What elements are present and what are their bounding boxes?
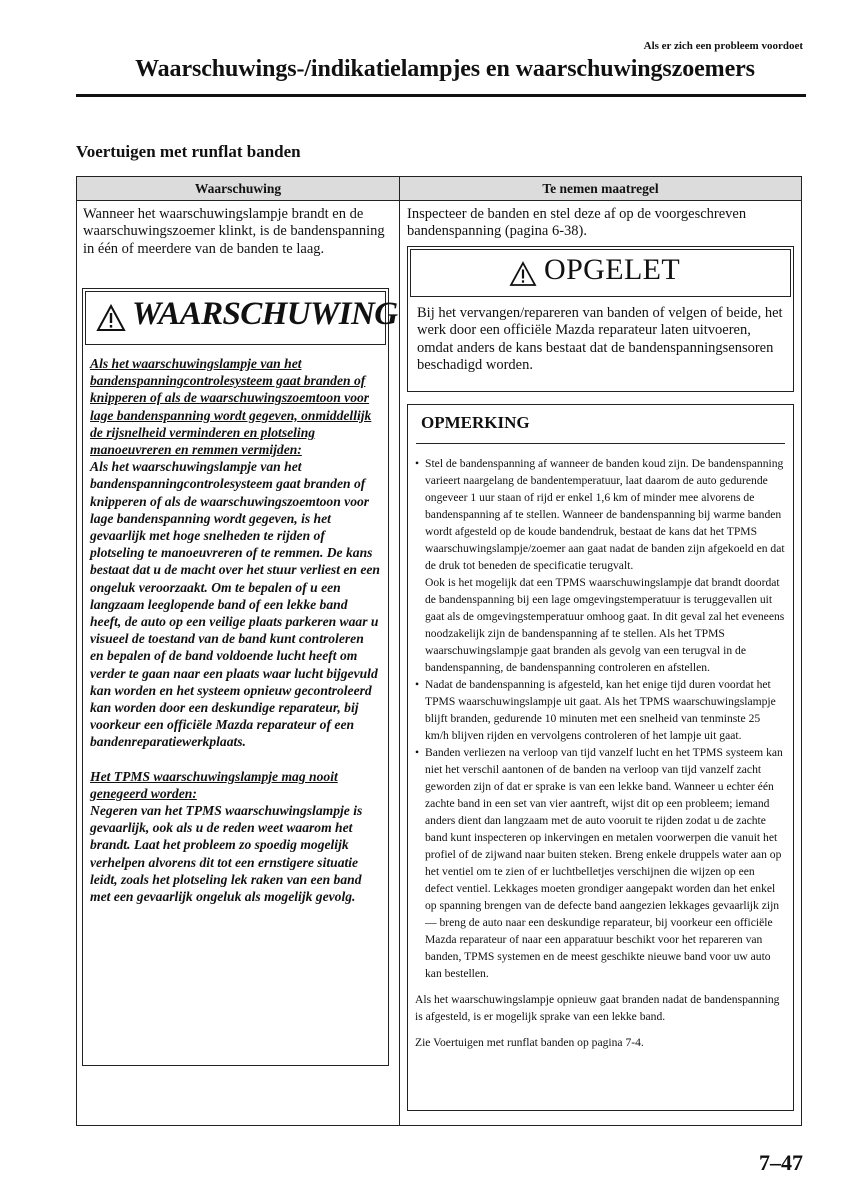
warning-triangle-icon xyxy=(96,304,126,332)
warning-text-1: Als het waarschuwingslampje van het bandenspanningcontrolesysteem gaat branden of knipperen of als de waarschuwingszoemtoon voor lage bandenspanning wordt gegeven, is het gevaarlijk met hoge snelheden te rijden of plotseling te manoeuvreren of te remmen. De kans bestaat dat u de macht over het stuur verliest en een ongeluk veroorzaakt. Om te bepalen of u een langzaam leeglopende band of een lekke band heeft, de auto op een veilige plaats parkeren waar u visueel de toestand van de band kunt controleren en bepalen of de band voldoende lucht heeft om verder te gaan naar een plaats waar lucht bijgevuld kan worden en het systeem opnieuw gecontroleerd kan worden door een deskundige reparateur, bij voorkeur een officiële Mazda reparateur of een bandenreparatiewerkplaats. xyxy=(90,459,380,750)
list-item-continuation: Ook is het mogelijk dat een TPMS waarschuwingslampje dat brandt doordat de bandenspanning bij een lage omgevingstemperatuur is teruggevallen uit gaat als de omgevingstemperatuur omhoog gaat. In dit geval zal het eveneens noodzakelijk zijn de bandenspanning af te stellen. Als het TPMS waarschuwingslampje gaat branden als gevolg van een terugval in de bandenspanning, de bandenspanning controleren en afstellen. xyxy=(425,576,785,674)
page-title: Waarschuwings-/indikatielampjes en waarschuwingszoemers xyxy=(135,56,755,82)
list-item xyxy=(415,676,785,744)
column-divider xyxy=(399,177,400,1125)
warning-box-title-text: WAARSCHUWING xyxy=(132,296,398,332)
warning-box-title xyxy=(85,291,398,345)
chapter-label: Als er zich een probleem voordoet xyxy=(643,40,803,52)
list-item-text: Banden verliezen na verloop van tijd vanzelf lucht en het TPMS systeem kan niet het verschil aantonen of de banden na verloop van tijd vanzelf zacht geworden zijn of dat er sprake is van een lekke band. Wanneer u echter één zachte band in een set van vier aantreft, wijst dit op een probleem; iemand anders dient dan langzaam met de auto vooruit te rijden zodat u de zachte band kunt inspecteren op inkervingen en metalen voorwerpen die vanuit het profiel of de zijwand naar buiten steken. Breng enkele druppels water aan op het ventiel om te zien of er luchtbelletjes verschijnen die wijzen op een defect ventiel. Lekkages moeten grondiger aangepakt worden dan het enkel op spanning brengen van de defecte band aangezien lekkages gevaarlijk zijn — breng de auto naar een deskundige reparateur, bij voorkeur een officiële Mazda reparateur of naar een apparatuur beschikt voor het repareren van banden, TPMS systemen en de meest geschikte nieuwe band voor uw auto kan bestellen. xyxy=(425,746,783,980)
caution-box-body: Bij het vervangen/repareren van banden of velgen of beide, het werk door een officiële Mazda reparateur laten uitvoeren, omdat anders de kans bestaat dat de bandenspanningsensoren beschadigd worden. xyxy=(417,305,783,373)
caution-box-title-text: OPGELET xyxy=(544,253,681,286)
bullet: • xyxy=(415,678,420,691)
warning-underlined-text-1: Als het waarschuwingslampje van het bandenspanningcontrolesysteem gaat branden of knipperen of als de waarschuwingszoemtoon voor lage bandenspanning wordt gegeven, onmiddellijk de rijsnelheid verminderen en plotseling manoeuvreren en remmen vermijden: xyxy=(90,356,372,458)
bullet: • xyxy=(415,457,420,470)
caution-box xyxy=(407,246,794,392)
list-item xyxy=(415,455,785,574)
list-item xyxy=(415,744,785,982)
caution-box-title xyxy=(410,249,791,297)
header-rule xyxy=(76,94,806,97)
column-header-action: Te nemen maatregel xyxy=(542,181,659,196)
note-box-body xyxy=(415,455,785,1051)
note-cross-reference: Zie Voertuigen met runflat banden op pagina 7-4. xyxy=(415,1036,644,1049)
note-box-title-area xyxy=(408,405,793,443)
section-heading: Voertuigen met runflat banden xyxy=(76,142,301,161)
page-number: 7–47 xyxy=(759,1150,803,1175)
warning-description: Wanneer het waarschuwingslampje brandt en de waarschuwingszoemer klinkt, is de bandenspanning in één of meerdere van de banden te laag. xyxy=(83,206,385,257)
warning-triangle-icon xyxy=(509,261,537,287)
warning-underlined-text-2: Het TPMS waarschuwingslampje mag nooit genegeerd worden: xyxy=(90,768,338,801)
table-header-row xyxy=(77,177,801,201)
note-box-title: OPMERKING xyxy=(421,413,530,432)
list-item-text: Nadat de bandenspanning is afgesteld, kan het enige tijd duren voordat het TPMS waarschuwingslampje uit gaat. Als het TPMS waarschuwingslampje blijft branden, gedurende 10 minuten met een snelheid van tenminste 25 km/h blijven rijden en vervolgens controleren of het lampje uit gaat. xyxy=(425,678,776,742)
note-box xyxy=(407,404,794,1111)
note-paragraph: Als het waarschuwingslampje opnieuw gaat branden nadat de bandenspanning is afgesteld, is er mogelijk sprake van een lekke band. xyxy=(415,993,780,1023)
column-header-warning: Waarschuwing xyxy=(194,181,282,196)
note-box-rule xyxy=(416,443,785,444)
warning-action-table xyxy=(76,176,802,1126)
warning-box-body xyxy=(90,355,380,905)
bullet: • xyxy=(415,746,420,759)
action-description: Inspecteer de banden en stel deze af op de voorgeschreven bandenspanning (pagina 6-38). xyxy=(407,206,747,240)
list-item-text: Stel de bandenspanning af wanneer de banden koud zijn. De bandenspanning varieert naargelang de bandentemperatuur, laat daarom de auto gedurende ongeveer 1 uur staan of rijd er enkel 1,6 km of minder mee alvorens de bandenspanning af te stellen. Wanneer de bandenspanning bij warme banden wordt afgesteld op de koude bandendruk, bestaat de kans dat het TPMS waarschuwingslampje/zoemer aan gaat nadat de banden zijn afgekoeld en dat de druk tot beneden de specificatie terugvalt. xyxy=(425,457,785,572)
warning-box xyxy=(82,288,398,1066)
warning-text-2: Negeren van het TPMS waarschuwingslampje is gevaarlijk, ook als u de reden weet waarom het brandt. Laat het probleem zo spoedig mogelijk verhelpen alvorens dit tot een ernstigere situatie leidt, zoals het plotseling lek raken van een band met een gevaarlijk ongeluk als mogelijk gevolg. xyxy=(90,803,363,905)
